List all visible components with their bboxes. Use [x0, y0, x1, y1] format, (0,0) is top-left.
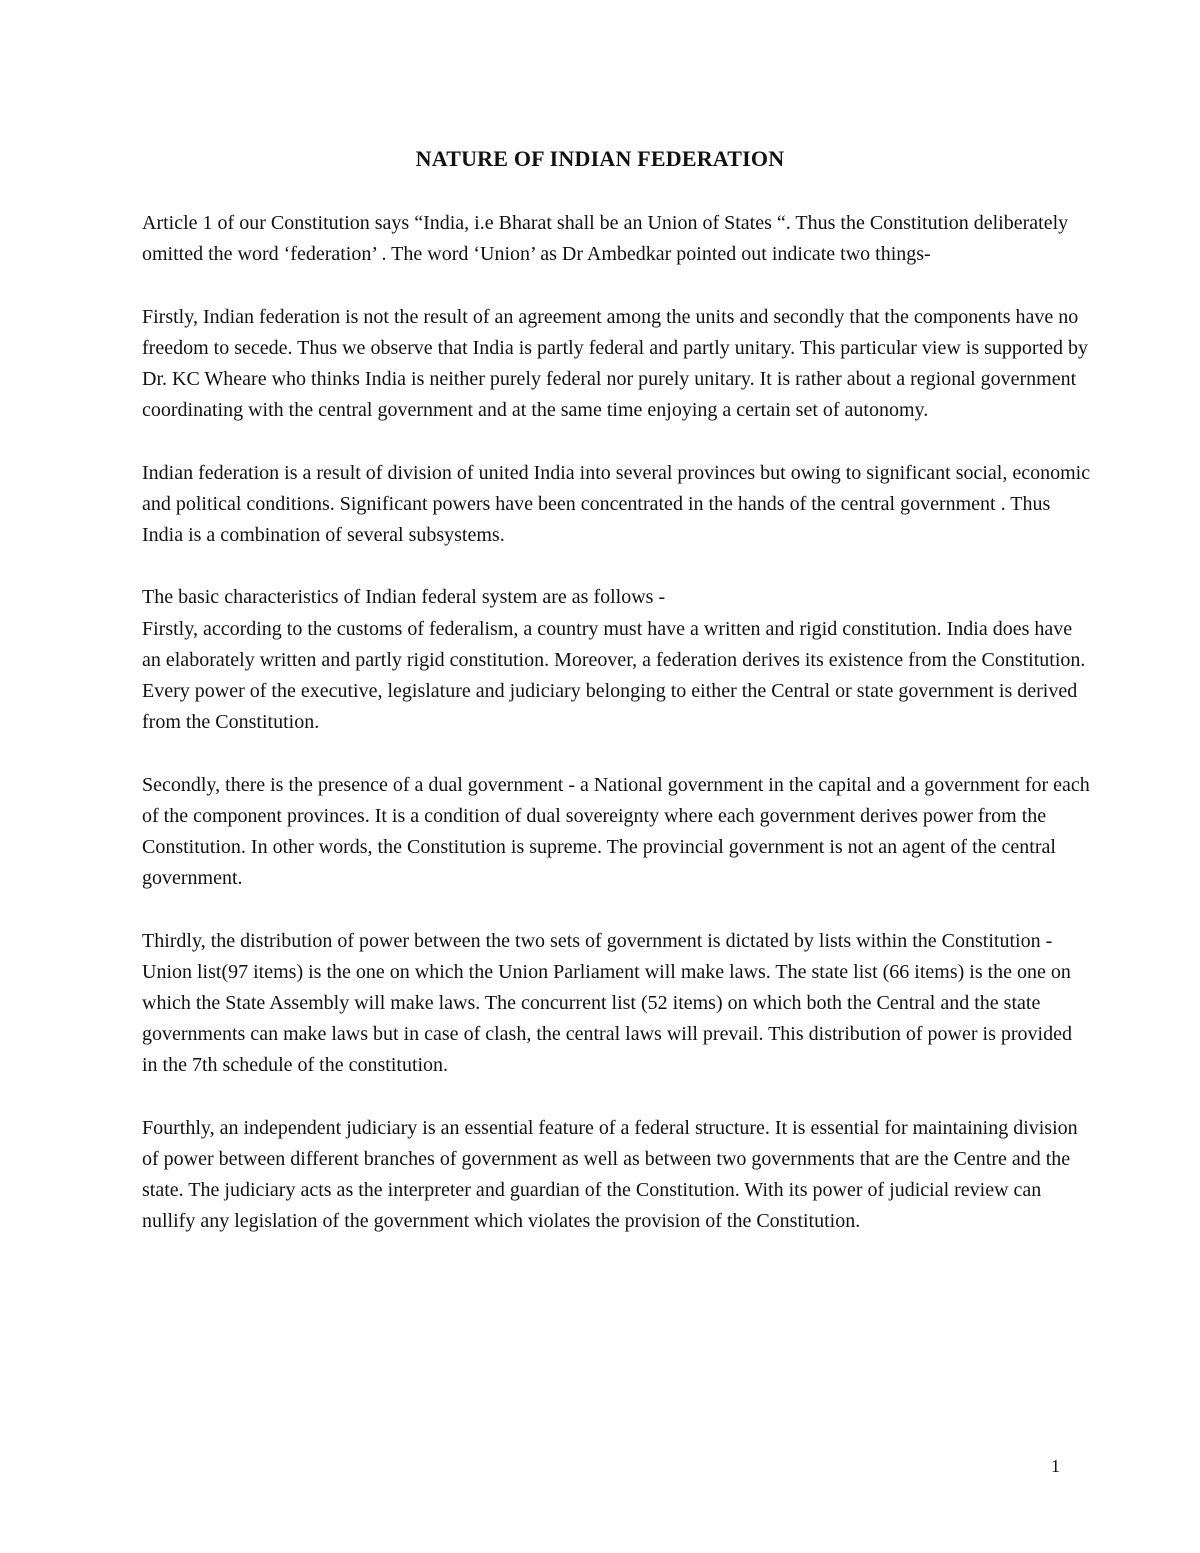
paragraph-firstly-federation: Firstly, Indian federation is not the result of an agreement among the units and secondly that the components have no freedom to secede. Thus we observe that India is partly federal and partly unitary. This particular view is supported by Dr. KC Wheare who thinks India is neither purely federal nor purely unitary. It is rather about a regional government coordinating with the central government and at the same time enjoying a certain set of autonomy.: [142, 305, 1089, 422]
paragraph-independent-judiciary: Fourthly, an independent judiciary is an essential feature of a federal structure. It is essential for maintaining division of power between different branches of government as well as between two governments that are the Centre and the state. The judiciary acts as the interpreter and guardian of the Constitution. With its power of judicial review can nullify any legislation of the government which violates the provision of the Constitution.: [142, 1116, 1078, 1233]
paragraph-dual-government: Secondly, there is the presence of a dual government - a National government in the capital and a government for each of the component provinces. It is a condition of dual sovereignty where each government derives power from the Constitution. In other words, the Constitution is supreme. The provincial government is not an agent of the central government.: [142, 773, 1090, 890]
paragraph-written-constitution: Firstly, according to the customs of federalism, a country must have a written and rigid constitution. India does have an elaborately written and partly rigid constitution. Moreover, a federation derives its existence from the Constitution. Every power of the executive, legislature and judiciary belonging to either the Central or state government is derived from the Constitution.: [142, 617, 1086, 734]
paragraph-distribution-of-power: Thirdly, the distribution of power between the two sets of government is dictated by lists within the Constitution - Union list(97 items) is the one on which the Union Parliament will make laws. The state list (66 items) is the one on which the State Assembly will make laws. The concurrent list (52 items) on which both the Central and the state governments can make laws but in case of clash, the central laws will prevail. This distribution of power is provided in the 7th schedule of the constitution.: [142, 929, 1072, 1077]
page-number: 1: [1051, 1456, 1060, 1476]
document-title: NATURE OF INDIAN FEDERATION: [415, 146, 785, 171]
document-body: [142, 208, 1092, 1269]
paragraph-basic-characteristics: The basic characteristics of Indian federal system are as follows -: [142, 586, 666, 609]
paragraph-article-1: Article 1 of our Constitution says “India, i.e Bharat shall be an Union of States “. Thus the Constitution deliberately omitted the word ‘federation’ . The word ‘Union’ as Dr Ambedkar pointed out indicate two things-: [142, 212, 1069, 266]
paragraph-division-of-india: Indian federation is a result of division of united India into several provinces but owing to significant social, economic and political conditions. Significant powers have been concentrated in the hands of the central government . Thus India is a combination of several subsystems.: [142, 461, 1091, 546]
